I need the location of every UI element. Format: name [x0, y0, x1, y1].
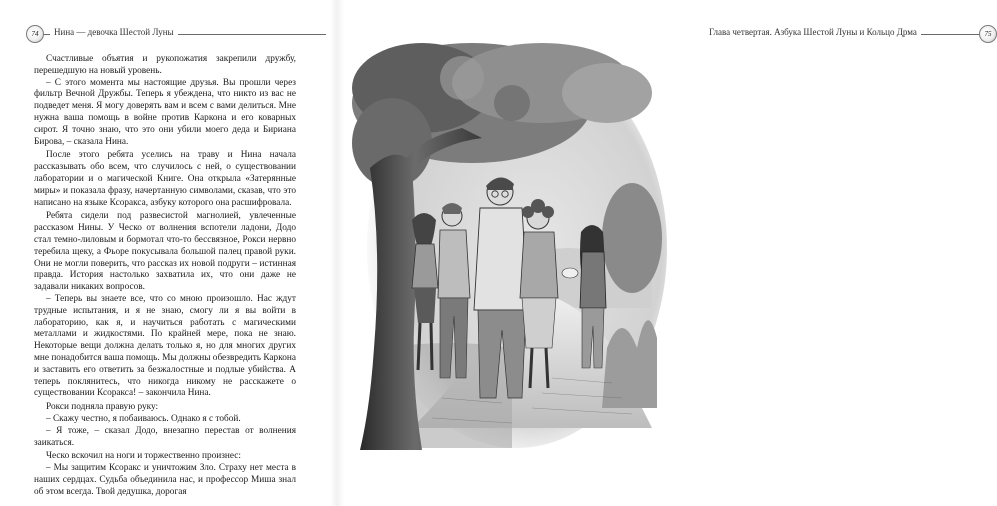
paragraph: Ческо вскочил на ноги и торжественно произнес:: [46, 451, 241, 462]
paragraph: – Теперь вы знаете все, что со мною произошло. Нас ждут трудные испытания, и я не знаю, смогу ли я вы войти в лабораторию, как я, и научиться работать с магическими металлами и жидкостями. По крайней мере, пока не знаю. Некоторые вещи должна делать только я, но для многих других мне понадобится ваша помощь. Мы должны обезвредить Каркона и заставить его ответить за безжалостные и подлые убийства. А теперь поклянитесь, что никогда никому не расскажете о существовании Ксоракса! – закончила Нина.: [34, 293, 296, 399]
right-running-header: [709, 24, 997, 46]
running-title: Глава четвертая. Азбука Шестой Луны и Кольцо Дрма: [709, 27, 921, 37]
page-number-badge: 74: [26, 25, 44, 43]
left-page: [0, 0, 337, 506]
paragraph: После этого ребята уселись на траву и Нина начала рассказывать обо всем, что случилось с ней, о существовании лаборатории и о магической Книге. Она открыла «Затерянные миры» и показала фразу, начертанную символами, сказав, что это написано на языке Ксоракса, азбуку которого она расшифровала.: [34, 150, 296, 208]
illustration-drawing: [352, 48, 658, 450]
running-title: Нина — девочка Шестой Луны: [50, 27, 178, 37]
paragraph: – Скажу честно, я побаиваюсь. Однако я с тобой.: [46, 413, 241, 424]
paragraph: – Мы защитим Ксоракс и уничтожим Зло. Страху нет места в наших сердцах. Судьба объединила нас, и профессор Миша знал об этом всегда. Твой дедушка, дорогая: [34, 463, 296, 497]
paragraph: Рокси подняла правую руку:: [46, 402, 159, 413]
paragraph: – Я тоже, – сказал Додо, внезапно перестав от волнения заикаться.: [34, 425, 296, 448]
bush: [602, 183, 662, 293]
paragraph: Ребята сидели под развесистой магнолией, увлеченные рассказом Нины. У Ческо от волнения вспотели ладони, Додо стал темно-лиловым и бормотал что-то бессвязное, Рокси нервно теребила щеку, а Фьоре покусывала большой палец правой руки. Они не могли поверить, что рассказ их новой подруги – истинная правда. История настолько захватила их, что они даже не задавали никаких вопросов.: [34, 211, 296, 293]
body-text: [34, 54, 296, 498]
paragraph: Счастливые объятия и рукопожатия закрепили дружбу, перешедшую на новый уровень.: [34, 54, 296, 76]
page-number-badge: 75: [979, 25, 997, 43]
paragraph: – С этого момента мы настоящие друзья. Вы прошли через фильтр Вечной Дружбы. Теперь я убеждена, что никто из вас не подведет меня. Я могу доверять вам и всем с вами делиться. Мне нужна ваша помощь в войне против Каркона и его коварных сирот. Я точно знаю, что это они убили моего деда и Бириана Бирова, – сказала Нина.: [34, 77, 296, 147]
left-running-header: [26, 24, 326, 46]
illustration: [352, 48, 658, 450]
